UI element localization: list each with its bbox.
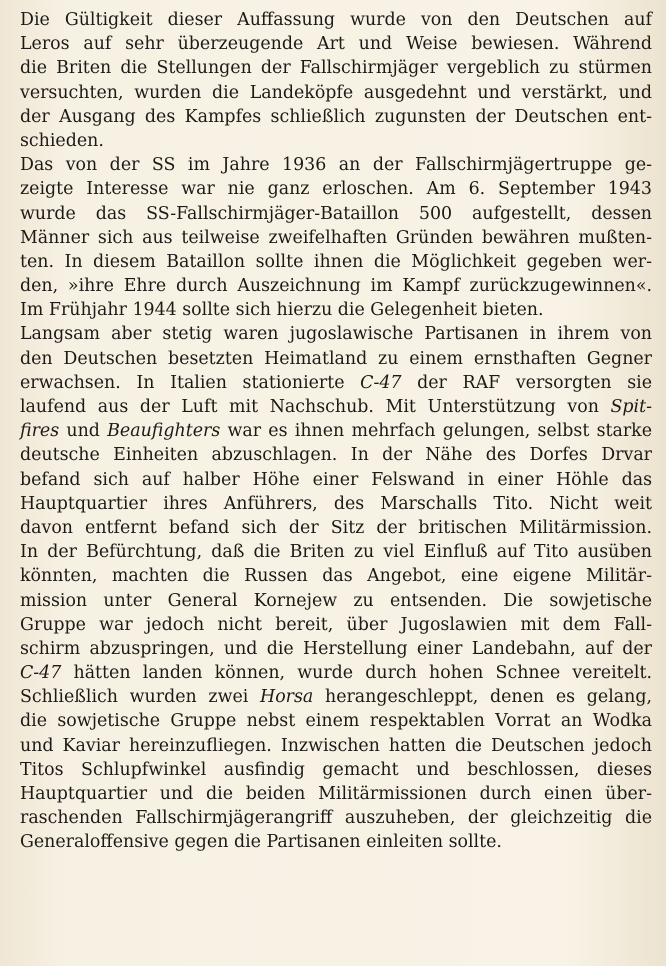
text-run: Die Gültigkeit dieser Auffassung wurde von den Deutschen auf [20,10,652,30]
text-line [20,395,652,419]
text-run: erwachsen. In Italien stationierte [20,372,361,393]
text-line [20,177,652,201]
paragraph [20,153,652,322]
text-line [20,105,652,129]
text-run: versuchten, wurden die Landeköpfe ausgedehnt und verstärkt, und [20,82,652,103]
text-line [20,347,652,371]
text-run: die sowjetische Gruppe nebst einem respektablen Vorrat an Wodka [20,711,652,732]
text-line [20,540,652,564]
text-run: und [59,421,108,442]
text-line [20,202,652,226]
text-line [20,8,652,32]
text-line [20,274,652,298]
text-line [20,468,652,492]
text-line [20,322,652,346]
text-run: Leros auf sehr überzeugende Art und Weise bewiesen. Während [20,34,652,55]
text-line [20,613,652,637]
text-run: den, »ihre Ehre durch Auszeichnung im Kampf zurückzugewinnen«. [20,276,652,297]
italic-term: C-47 [360,372,402,393]
italic-term: Beaufighters [107,421,221,442]
text-line [20,830,652,854]
text-line [20,226,652,250]
text-line [20,129,652,153]
text-line [20,734,652,758]
body-text [20,8,652,855]
text-run: In der Befürchtung, daß die Briten zu viel Einfluß auf Tito ausüben [20,542,652,563]
text-run: Im Frühjahr 1944 sollte sich hierzu die Gelegenheit bieten. [20,300,544,321]
text-line [20,492,652,516]
text-run: könnten, machten die Russen das Angebot, eine eigene Militär- [20,566,652,587]
text-line [20,419,652,443]
text-line [20,637,652,661]
text-line [20,298,652,322]
text-run: schieden. [20,130,104,151]
text-run: Titos Schlupfwinkel ausfindig gemacht und beschlossen, dieses [20,759,652,780]
text-run: laufend aus der Luft mit Nachschub. Mit Unterstützung von [20,397,611,417]
text-run: den Deutschen besetzten Heimatland zu einem ernsthaften Gegner [20,348,652,369]
text-run: zeigte Interesse war nie ganz erloschen. Am 6. September 1943 [20,179,652,200]
text-run: Schließlich wurden zwei [20,687,261,708]
paragraph [20,8,652,153]
text-line [20,758,652,782]
text-run: Gruppe war jedoch nicht bereit, über Jugoslawien mit dem Fall- [20,614,652,635]
text-line [20,250,652,274]
italic-term: fires [20,421,60,442]
text-run: deutsche Einheiten abzuschlagen. In der Nähe des Dorfes Drvar [20,445,652,466]
text-line [20,153,652,177]
text-run: Das von der SS im Jahre 1936 an der Fallschirmjägertruppe ge- [20,155,652,176]
text-run: befand sich auf halber Höhe einer Felswand in einer Höhle das [20,469,652,490]
text-line [20,685,652,709]
text-line [20,32,652,56]
text-line [20,589,652,613]
text-line [20,56,652,80]
text-run: raschenden Fallschirmjägerangriff auszuheben, der gleichzeitig die [20,808,652,829]
italic-term: Horsa [260,687,314,708]
text-run: war es ihnen mehrfach gelungen, selbst starke [220,421,652,442]
italic-term: C-47 [20,663,62,684]
text-line [20,443,652,467]
text-run: Hauptquartier und die beiden Militärmissionen durch einen über- [20,784,652,804]
italic-term: Spit- [610,397,652,417]
text-run: wurde das SS-Fallschirmjäger-Bataillon 500 aufgestellt, dessen [20,203,652,224]
text-run: Hauptquartier ihres Anführers, des Marschalls Tito. Nicht weit [20,493,652,514]
text-run: der RAF versorgten sie [401,372,652,393]
text-run: herangeschleppt, denen es gelang, [313,687,652,708]
text-line [20,516,652,540]
text-line [20,806,652,830]
text-line [20,564,652,588]
text-run: Langsam aber stetig waren jugoslawische Partisanen in ihrem von [20,324,652,345]
text-line [20,81,652,105]
text-run: Generaloffensive gegen die Partisanen einleiten sollte. [20,832,502,853]
text-run: mission unter General Kornejew zu entsenden. Die sowjetische [20,590,652,611]
text-line [20,782,652,806]
text-line [20,371,652,395]
text-run: ten. In diesem Bataillon sollte ihnen die Möglichkeit gegeben wer- [20,251,652,272]
text-run: hätten landen können, wurde durch hohen Schnee vereitelt. [61,663,652,684]
text-run: der Ausgang des Kampfes schließlich zugunsten der Deutschen ent- [20,106,652,127]
paragraph [20,322,652,854]
text-line [20,709,652,733]
text-run: Männer sich aus teilweise zweifelhaften Gründen bewähren mußten- [20,227,652,248]
text-run: davon entfernt befand sich der Sitz der britischen Militärmission. [20,517,652,538]
text-line [20,661,652,685]
text-run: die Briten die Stellungen der Fallschirmjäger vergeblich zu stürmen [20,58,652,79]
text-run: und Kaviar hereinzufliegen. Inzwischen hatten die Deutschen jedoch [20,735,652,756]
text-run: schirm abzuspringen, und die Herstellung einer Landebahn, auf der [20,638,652,659]
